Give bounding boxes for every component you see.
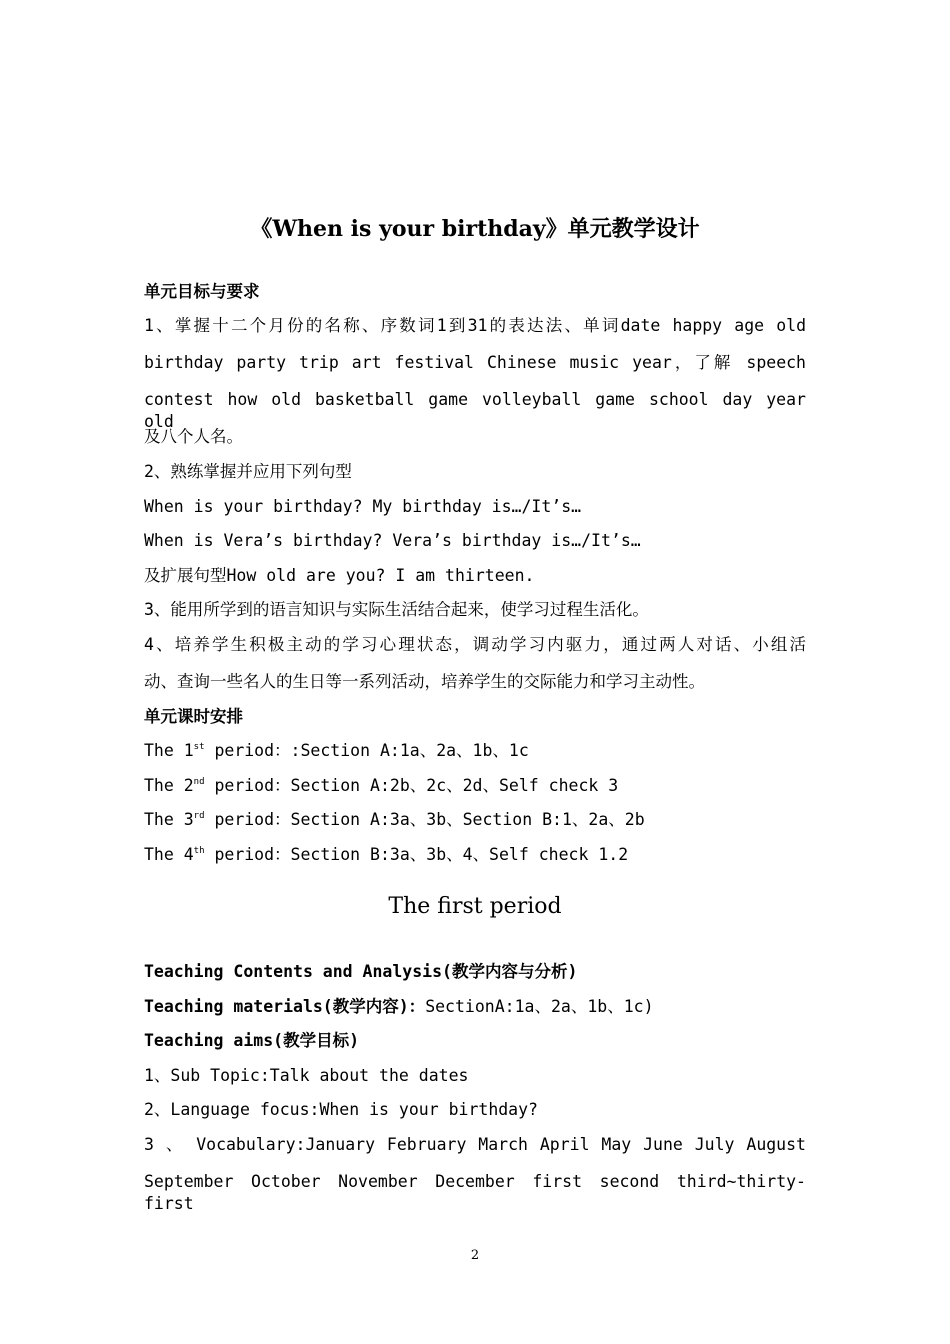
goal1-line4: 及八个人名。	[144, 427, 243, 446]
teaching-materials	[144, 996, 806, 1018]
period-1: The 1st period：:Section A:1a、2a、1b、1c	[144, 741, 529, 760]
teaching-materials-label: Teaching materials(教学内容)：	[144, 997, 426, 1016]
goal1-line1: 1、掌握十二个月份的名称、序数词1到31的表达法、单词date happy age old	[144, 316, 806, 335]
goal4-line1: 4、培养学生积极主动的学习心理状态，调动学习内驱力，通过两人对话、小组活	[144, 635, 806, 654]
goal2-sentence1: When is your birthday? My birthday is…/It’s…	[144, 497, 582, 516]
goal2-sentence2: When is Vera’s birthday? Vera’s birthday is…/It’s…	[144, 531, 641, 550]
teaching-aims-heading: Teaching aims(教学目标)	[144, 1031, 360, 1050]
goal2-heading: 2、熟练掌握并应用下列句型	[144, 462, 352, 481]
period-3: The 3rd period：Section A:3a、3b、Section B:1、2a、2b	[144, 810, 645, 829]
teaching-contents-heading: Teaching Contents and Analysis(教学内容与分析)	[144, 962, 578, 981]
goal4-line2: 动、查询一些名人的生日等一系列活动，培养学生的交际能力和学习主动性。	[144, 672, 705, 691]
schedule-heading: 单元课时安排	[144, 707, 243, 726]
aim3-line1: 3 、 Vocabulary:January February March April May June July August	[144, 1135, 806, 1154]
goal1-line2: birthday party trip art festival Chinese music year，了解 speech	[144, 353, 806, 372]
aim2: 2、Language focus:When is your birthday?	[144, 1100, 538, 1119]
goal2-sentence3: 及扩展句型How old are you? I am thirteen.	[144, 566, 535, 585]
teaching-materials-value: SectionA:1a、2a、1b、1c)	[425, 997, 654, 1016]
period-2: The 2nd period：Section A:2b、2c、2d、Self check 3	[144, 776, 619, 795]
page-number: 2	[470, 1248, 480, 1263]
period-4: The 4th period：Section B:3a、3b、4、Self check 1.2	[144, 845, 629, 864]
first-period-title: The first period	[388, 894, 562, 919]
document-title: 《When is your birthday》单元教学设计	[250, 216, 700, 242]
aim3-line2: September October November December first second third~thirty-first	[144, 1172, 806, 1213]
aim1: 1、Sub Topic:Talk about the dates	[144, 1066, 469, 1085]
unit-goals-heading: 单元目标与要求	[144, 282, 260, 301]
goal3: 3、能用所学到的语言知识与实际生活结合起来，使学习过程生活化。	[144, 600, 649, 619]
goal1-line3: contest how old basketball game volleyball game school day year old	[144, 390, 806, 431]
